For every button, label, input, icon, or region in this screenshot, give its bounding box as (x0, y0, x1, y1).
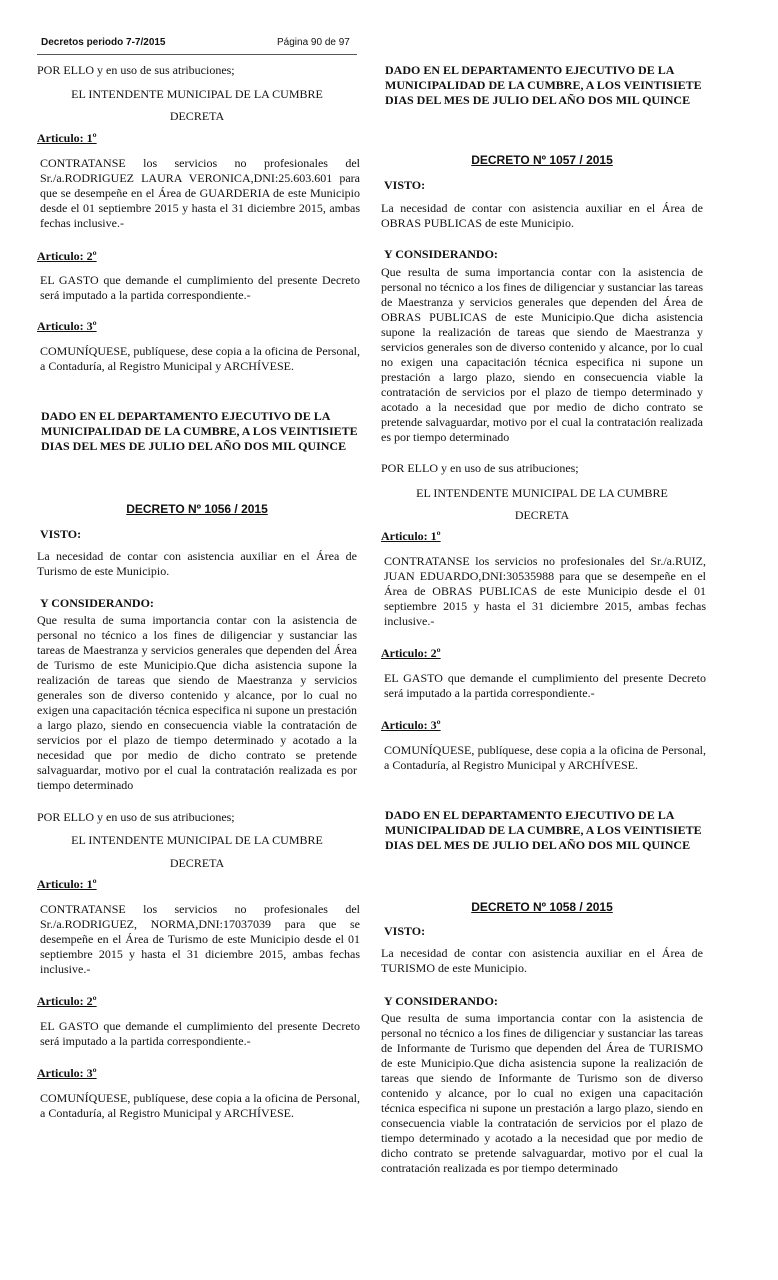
dado-closing: DADO EN EL DEPARTAMENTO EJECUTIVO DE LA MUNICIPALIDAD DE LA CUMBRE, A LOS VEINTISIETE DIAS DEL MES DE JULIO DEL AÑO DOS MIL QUINCE (385, 808, 702, 852)
decreto-1058-title: DECRETO Nº 1058 / 2015 (471, 900, 613, 914)
articulo-3-label: Articulo: 3º (37, 1066, 97, 1080)
dado-closing: DADO EN EL DEPARTAMENTO EJECUTIVO DE LA MUNICIPALIDAD DE LA CUMBRE, A LOS VEINTISIETE DIAS DEL MES DE JULIO DEL AÑO DOS MIL QUINCE (41, 409, 358, 453)
header-page-number: Página 90 de 97 (277, 37, 350, 48)
por-ello-text: POR ELLO y en uso de sus atribuciones; (37, 810, 235, 824)
articulo-2-text: EL GASTO que demande el cumplimiento del presente Decreto será imputado a la partida correspondiente.- (40, 273, 360, 302)
visto-label: VISTO: (40, 527, 82, 541)
decreta-heading: DECRETA (169, 856, 225, 870)
articulo-2-label: Articulo: 2º (37, 994, 97, 1008)
articulo-1-text: CONTRATANSE los servicios no profesionales del Sr./a.RUIZ, JUAN EDUARDO,DNI:30535988 para que se desempeñe en el Área de OBRAS PUBLICAS de este Municipio desde el 01 septiembre 2015 y hasta el 31 diciembre 2015, ambas fechas inclusive.- (384, 554, 706, 628)
visto-label: VISTO: (384, 924, 426, 938)
articulo-1-label: Articulo: 1º (37, 131, 97, 145)
articulo-1-text: CONTRATANSE los servicios no profesionales del Sr./a.RODRIGUEZ LAURA VERONICA,DNI:25.603.601 para que se desempeñe en el Área de GUARDERIA de este Municipio desde el 01 septiembre 2015 y hasta el 31 diciembre 2015, ambas fechas inclusive.- (40, 156, 360, 230)
visto-text: La necesidad de contar con asistencia auxiliar en el Área de OBRAS PUBLICAS de este Municipio. (381, 201, 703, 230)
articulo-1-text: CONTRATANSE los servicios no profesionales del Sr./a.RODRIGUEZ, NORMA,DNI:17037039 para que se desempeñe en el Área de Turismo de este Municipio desde el 01 septiembre 2015 y hasta el 31 diciembre 2015, ambas fechas inclusive.- (40, 902, 360, 976)
articulo-2-text: EL GASTO que demande el cumplimiento del presente Decreto será imputado a la partida correspondiente.- (384, 671, 706, 700)
visto-text: La necesidad de contar con asistencia auxiliar en el Área de Turismo de este Municipio. (37, 549, 357, 578)
decreta-heading: DECRETA (514, 508, 570, 522)
articulo-1-label: Articulo: 1º (381, 529, 441, 543)
articulo-3-text: COMUNÍQUESE, publíquese, dese copia a la oficina de Personal, a Contaduría, al Registro Municipal y ARCHÍVESE. (40, 1091, 360, 1120)
intendente-heading: EL INTENDENTE MUNICIPAL DE LA CUMBRE (71, 833, 323, 847)
articulo-2-text: EL GASTO que demande el cumplimiento del presente Decreto será imputado a la partida correspondiente.- (40, 1019, 360, 1048)
page-header (37, 34, 357, 55)
intendente-heading: EL INTENDENTE MUNICIPAL DE LA CUMBRE (416, 486, 668, 500)
considerando-text: Que resulta de suma importancia contar con la asistencia de personal no técnico a los fines de diligenciar y sustanciar las tareas de Maestranza y servicios generales que dependen del Área de Turismo de este Municipio.Que dicha asistencia supone la realización de tareas que siendo de Maestranza y servicios generales son de diverso contenido y alcance, por lo cual no exigen una capacitación técnica especifica ni supone un prestación a largo plazo, siendo en consecuencia viable la contratación de servicios por el plazo de tiempo determinado y acotado a la necesidad que por medio de dicho contrato se pretende salvaguardar, motivo por el cual la contratación realizada es por tiempo determinado (37, 613, 357, 792)
decreta-heading: DECRETA (169, 109, 225, 123)
visto-label: VISTO: (384, 178, 426, 192)
considerando-text: Que resulta de suma importancia contar con la asistencia de personal no técnico a los fines de diligenciar y sustanciar las tareas de Informante de Turismo que dependen del Área de TURISMO de este Municipio.Que dicha asistencia supone la realización de tareas que siendo de Informante de Turismo son de diverso contenido y alcance, por lo cual no exigen una capacitación técnica especifica ni supone un prestación a largo plazo, siendo en consecuencia viable la contratación de servicios por el plazo de tiempo determinado y acotado a la necesidad que por medio de dicho contrato se pretende salvaguardar, motivo por el cual la contratación realizada es por tiempo determinado (381, 1011, 703, 1175)
header-period: Decretos periodo 7-7/2015 (41, 37, 166, 48)
articulo-3-text: COMUNÍQUESE, publíquese, dese copia a la oficina de Personal, a Contaduría, al Registro Municipal y ARCHÍVESE. (384, 743, 706, 772)
decreto-1056-title: DECRETO Nº 1056 / 2015 (126, 502, 268, 516)
articulo-1-label: Articulo: 1º (37, 877, 97, 891)
considerando-label: Y CONSIDERANDO: (40, 596, 154, 610)
dado-closing: DADO EN EL DEPARTAMENTO EJECUTIVO DE LA MUNICIPALIDAD DE LA CUMBRE, A LOS VEINTISIETE DIAS DEL MES DE JULIO DEL AÑO DOS MIL QUINCE (385, 63, 702, 107)
visto-text: La necesidad de contar con asistencia auxiliar en el Área de TURISMO de este Municipio. (381, 946, 703, 975)
intendente-heading: EL INTENDENTE MUNICIPAL DE LA CUMBRE (71, 87, 323, 101)
articulo-3-text: COMUNÍQUESE, publíquese, dese copia a la oficina de Personal, a Contaduría, al Registro Municipal y ARCHÍVESE. (40, 344, 360, 373)
articulo-2-label: Articulo: 2º (37, 249, 97, 263)
considerando-text: Que resulta de suma importancia contar con la asistencia de personal no técnico a los fines de diligenciar y sustanciar las tareas de Maestranza y servicios generales que dependen del Área de OBRAS PUBLICAS de este Municipio.Que dicha asistencia supone la realización de tareas que siendo de Maestranza y servicios generales son de diverso contenido y alcance, por lo cual no exigen una capacitación técnica especifica ni supone un prestación a largo plazo, siendo en consecuencia viable la contratación de servicios por el plazo de tiempo determinado y acotado a la necesidad que por medio de dicho contrato se pretende salvaguardar, motivo por el cual la contratación realizada es por tiempo determinado (381, 265, 703, 444)
por-ello-text: POR ELLO y en uso de sus atribuciones; (381, 461, 579, 475)
articulo-2-label: Articulo: 2º (381, 646, 441, 660)
articulo-3-label: Articulo: 3º (37, 319, 97, 333)
considerando-label: Y CONSIDERANDO: (384, 247, 498, 261)
considerando-label: Y CONSIDERANDO: (384, 994, 498, 1008)
decreto-1057-title: DECRETO Nº 1057 / 2015 (471, 153, 613, 167)
por-ello-text: POR ELLO y en uso de sus atribuciones; (37, 63, 235, 77)
articulo-3-label: Articulo: 3º (381, 718, 441, 732)
